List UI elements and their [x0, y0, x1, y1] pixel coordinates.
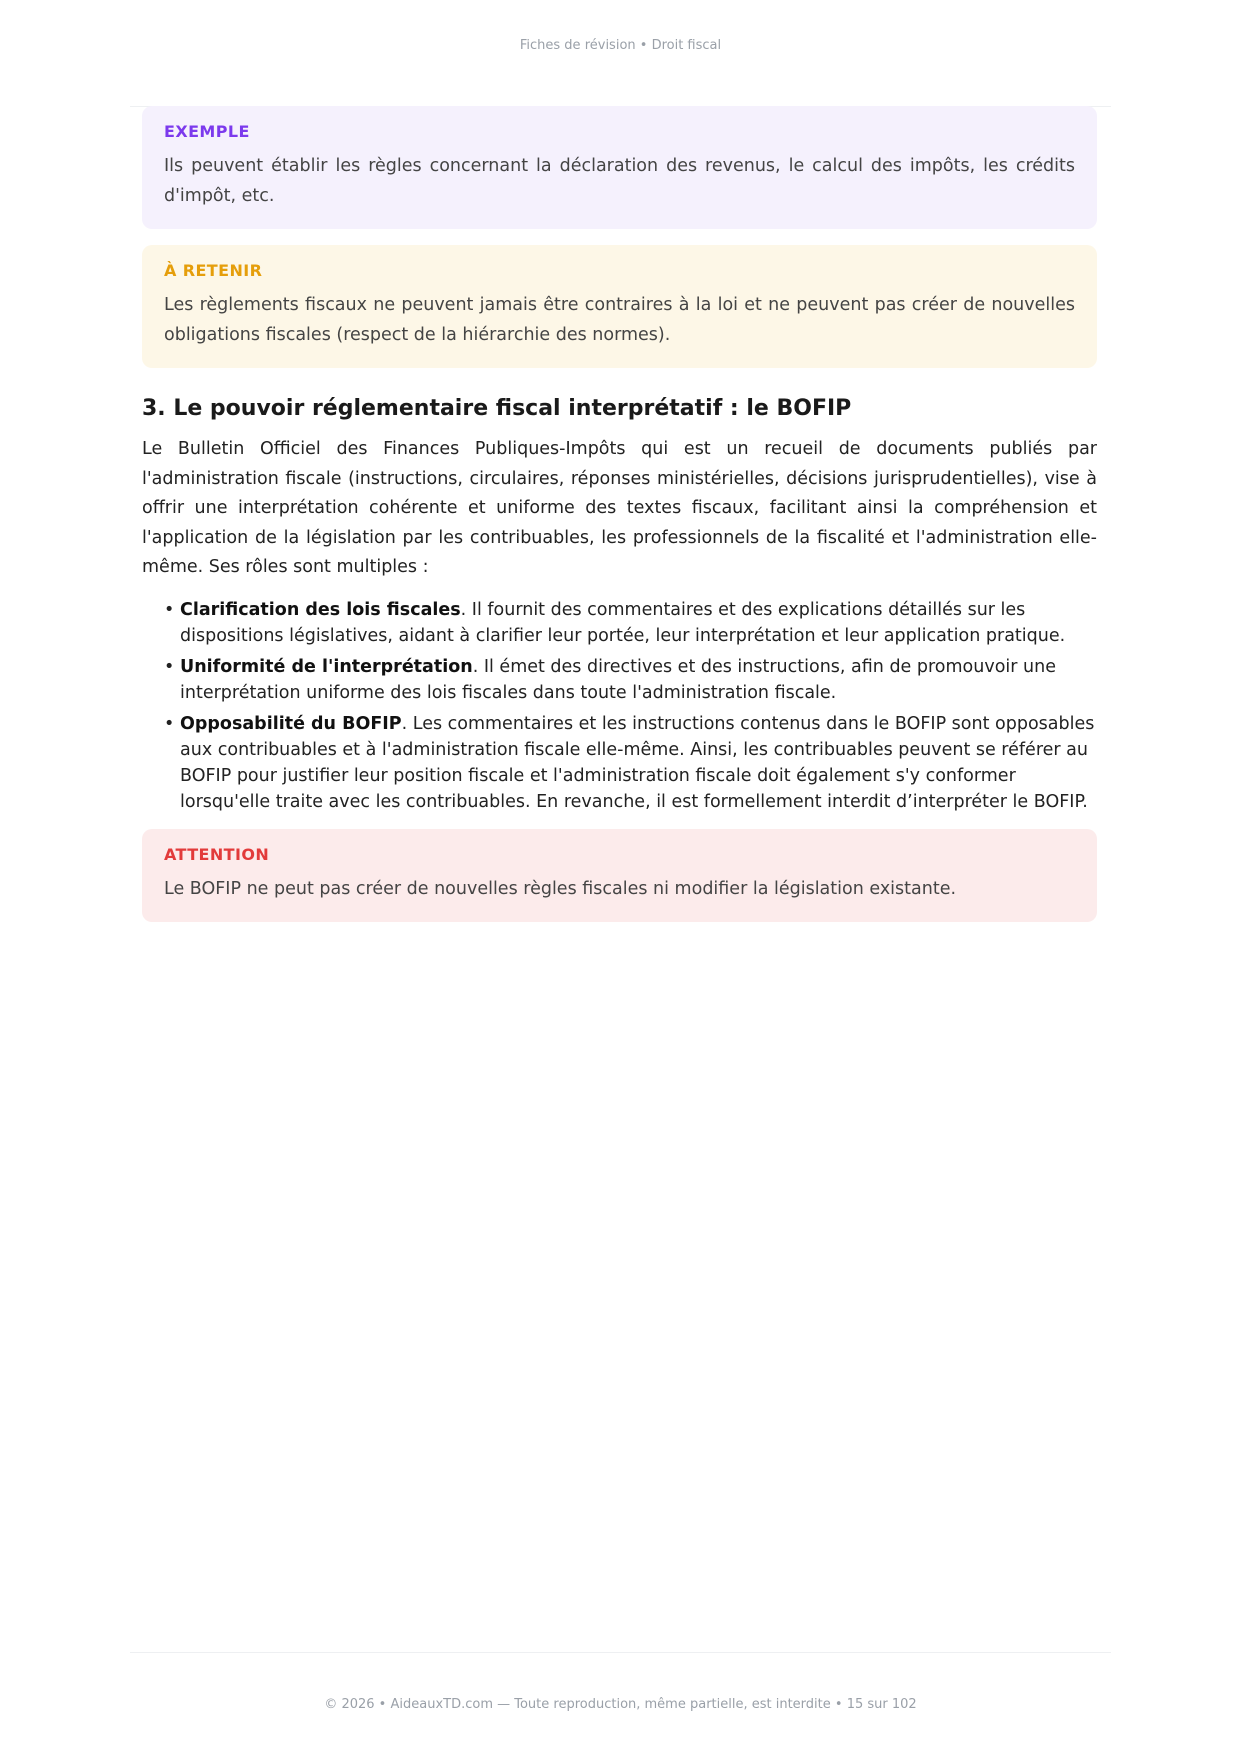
list-item-term: Clarification des lois fiscales — [180, 599, 461, 620]
page-header: Fiches de révision • Droit fiscal — [519, 38, 722, 53]
retenir-callout — [142, 245, 1097, 368]
retenir-text: Les règlements fiscaux ne peuvent jamais être contraires à la loi et ne peuvent pas créer de nouvelles obligations fiscales (respect de la hiérarchie des normes). — [164, 295, 1075, 345]
list-item-text: . Il émet des directives et des instructions, afin de promouvoir une interprétation uniforme des lois fiscales dans toute l'administration fiscale. — [180, 656, 1056, 703]
example-label: EXEMPLE — [164, 122, 250, 141]
list-item — [164, 597, 1097, 649]
roles-list — [142, 597, 1097, 815]
list-item-term: Opposabilité du BOFIP — [180, 713, 402, 734]
page-footer: © 2026 • AideauxTD.com — Toute reproduction, même partielle, est interdite • 15 sur 102 — [324, 1697, 917, 1712]
list-item — [164, 654, 1097, 706]
section-title: 3. Le pouvoir réglementaire fiscal interprétatif : le BOFIP — [142, 396, 852, 421]
bullet-icon: • — [164, 656, 175, 677]
bullet-icon: • — [164, 599, 175, 620]
list-item-term: Uniformité de l'interprétation — [180, 656, 473, 677]
bullet-icon: • — [164, 713, 175, 734]
retenir-label: À RETENIR — [164, 261, 263, 280]
attention-callout — [142, 829, 1097, 922]
attention-label: ATTENTION — [164, 844, 270, 864]
page-content — [142, 106, 1097, 938]
example-text: Ils peuvent établir les règles concernant la déclaration des revenus, le calcul des impôts, les crédits d'impôt, etc. — [164, 156, 1075, 206]
list-item — [164, 711, 1097, 815]
list-item-text: . Les commentaires et les instructions contenus dans le BOFIP sont opposables aux contribuables et à l'administration fiscale elle-même. Ainsi, les contribuables peuvent se référer au BOFIP pour justifier leur position fiscale et l'administration fiscale doit également s'y conformer lorsqu'elle traite avec les contribuables. En revanche, il est formellement interdit d’interpréter le BOFIP. — [180, 713, 1095, 812]
list-item-text: . Il fournit des commentaires et des explications détaillés sur les dispositions législatives, aidant à clarifier leur portée, leur interprétation et leur application pratique. — [180, 599, 1066, 646]
example-callout — [142, 106, 1097, 229]
footer-divider — [130, 1652, 1111, 1653]
section-intro: Le Bulletin Officiel des Finances Publiques-Impôts qui est un recueil de documents publiés par l'administration fiscale (instructions, circulaires, réponses ministérielles, décisions jurisprudentielles), vise à offrir une interprétation cohérente et uniforme des textes fiscaux, facilitant ainsi la compréhension et l'application de la législation par les contribuables, les professionnels de la fiscalité et l'administration elle-même. Ses rôles sont multiples : — [142, 439, 1097, 577]
attention-text: Le BOFIP ne peut pas créer de nouvelles règles fiscales ni modifier la législation existante. — [164, 878, 957, 899]
